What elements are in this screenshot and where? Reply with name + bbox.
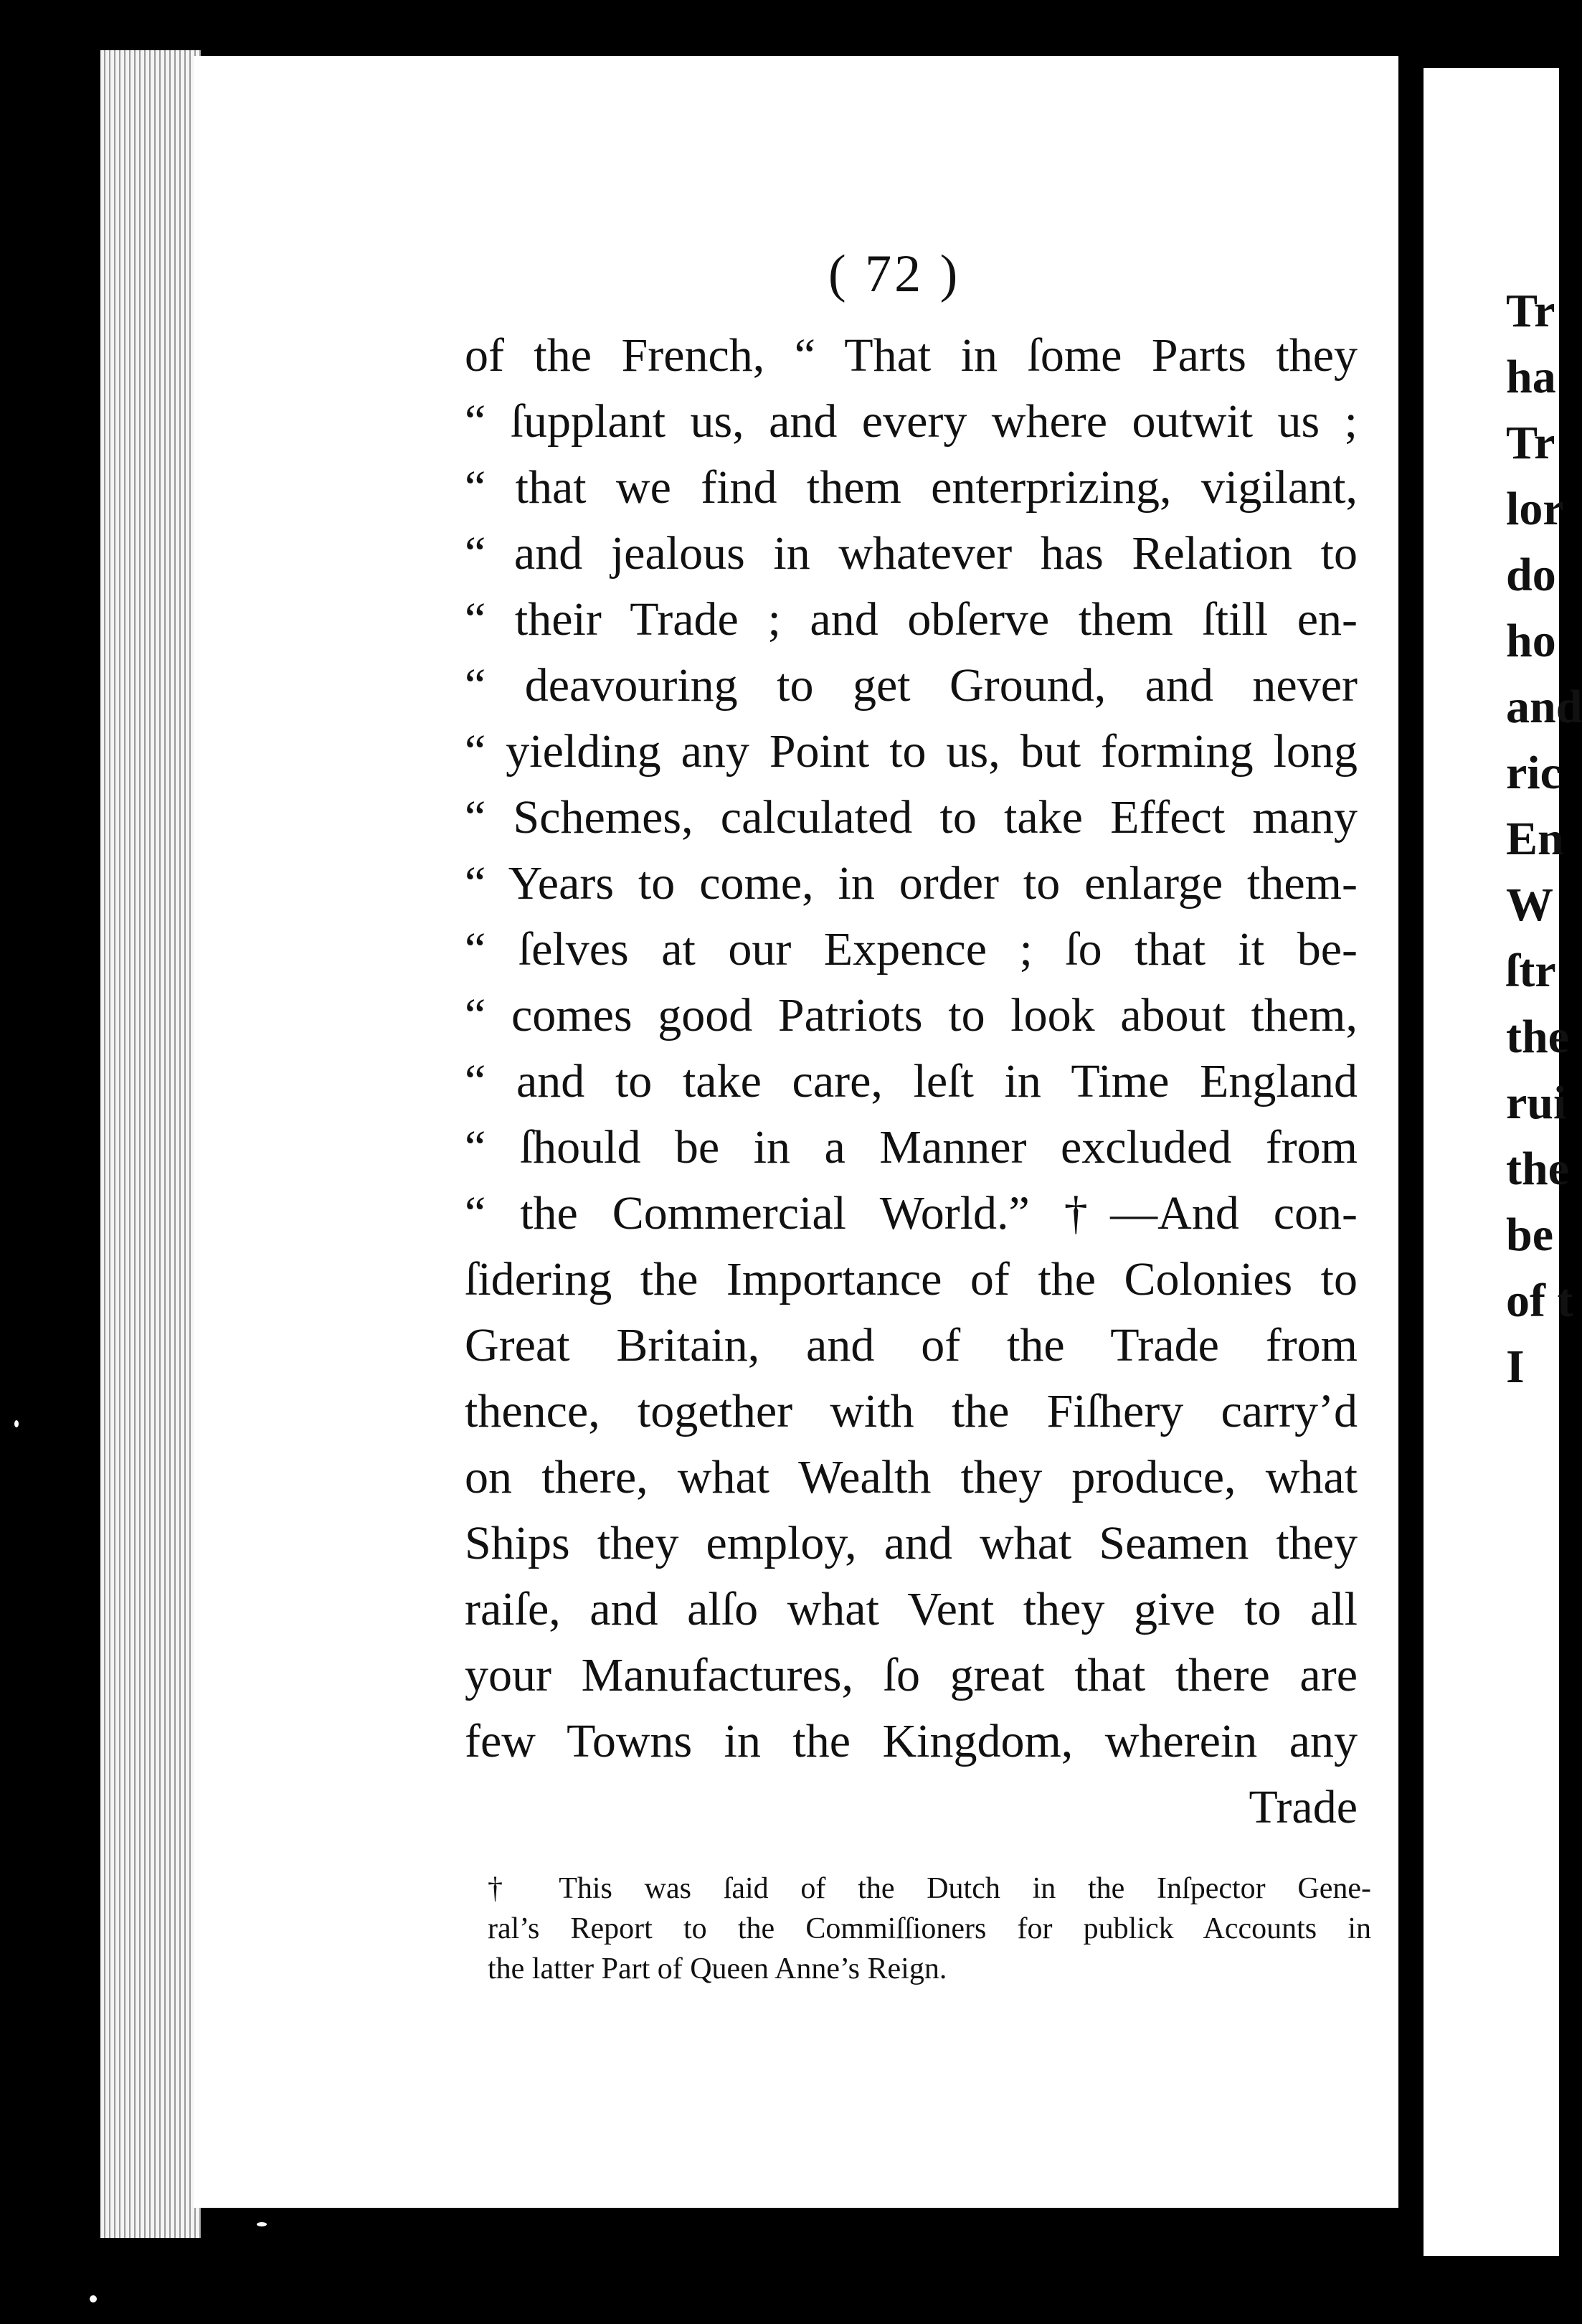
footnote	[488, 1869, 1371, 1989]
facing-line: of t	[1506, 1275, 1573, 1327]
facing-line: W	[1506, 879, 1553, 931]
facing-line: do	[1506, 549, 1556, 601]
text-line: few Towns in the Kingdom, wherein any	[465, 1715, 1358, 1767]
facing-line: and	[1506, 681, 1582, 733]
catchword: Trade	[1249, 1781, 1358, 1833]
scan-speck	[257, 2222, 267, 2226]
facing-line: ric	[1506, 747, 1561, 799]
text-line: “ ſelves at our Expence ; ſo that it be-	[465, 923, 1358, 976]
text-line: “ yielding any Point to us, but forming long	[465, 725, 1358, 778]
facing-line: the	[1506, 1011, 1569, 1063]
text-line: Ships they employ, and what Seamen they	[465, 1517, 1358, 1569]
text-line: on there, what Wealth they produce, what	[465, 1451, 1358, 1503]
text-line: “ Schemes, calculated to take Effect many	[465, 791, 1358, 844]
facing-line: lor	[1506, 483, 1564, 535]
facing-page-text	[1506, 278, 1582, 1400]
text-line: “ their Trade ; and obſerve them ſtill en-	[465, 593, 1358, 646]
text-line: raiſe, and alſo what Vent they give to all	[465, 1583, 1358, 1635]
facing-line: ſtr	[1506, 945, 1556, 997]
facing-line: ha	[1506, 351, 1556, 403]
facing-line: the	[1506, 1143, 1569, 1195]
scan-speck	[14, 1420, 19, 1427]
text-line: “ that we find them enterprizing, vigilant,	[465, 461, 1358, 514]
text-line: “ ſupplant us, and every where outwit us ;	[465, 395, 1358, 448]
page-edges	[100, 50, 201, 2238]
facing-line: Tr	[1506, 417, 1555, 469]
text-line: “ deavouring to get Ground, and never	[465, 659, 1358, 712]
text-line: “ ſhould be in a Manner excluded from	[465, 1121, 1358, 1173]
text-line: “ the Commercial World.” †—And con-	[465, 1187, 1358, 1239]
footnote-line: ral’s Report to the Commiſſioners for publick Accounts in	[488, 1912, 1371, 1945]
text-line: your Manufactures, ſo great that there are	[465, 1649, 1358, 1701]
facing-line: ho	[1506, 615, 1556, 667]
footnote-line: the latter Part of Queen Anne’s Reign.	[488, 1952, 947, 1985]
footnote-line: † This was ſaid of the Dutch in the Inſpector Gene-	[488, 1872, 1371, 1905]
text-line: of the French, “ That in ſome Parts they	[465, 329, 1358, 382]
facing-line: rui	[1506, 1077, 1567, 1129]
facing-line: I	[1506, 1341, 1525, 1393]
text-line: ſidering the Importance of the Colonies to	[465, 1253, 1358, 1305]
facing-line: Tr	[1506, 285, 1555, 337]
text-line: “ and jealous in whatever has Relation to	[465, 527, 1358, 580]
text-line: “ comes good Patriots to look about them,	[465, 989, 1358, 1041]
facing-line: be	[1506, 1209, 1553, 1261]
text-line: “ Years to come, in order to enlarge them-	[465, 857, 1358, 910]
text-line: thence, together with the Fiſhery carry’d	[465, 1385, 1358, 1437]
page-number: ( 72 )	[828, 245, 961, 303]
body-text	[465, 323, 1358, 1841]
text-line: “ and to take care, leſt in Time England	[465, 1055, 1358, 1107]
facing-line: En	[1506, 813, 1564, 865]
scan-speck	[90, 2295, 97, 2302]
text-line: Great Britain, and of the Trade from	[465, 1319, 1358, 1371]
